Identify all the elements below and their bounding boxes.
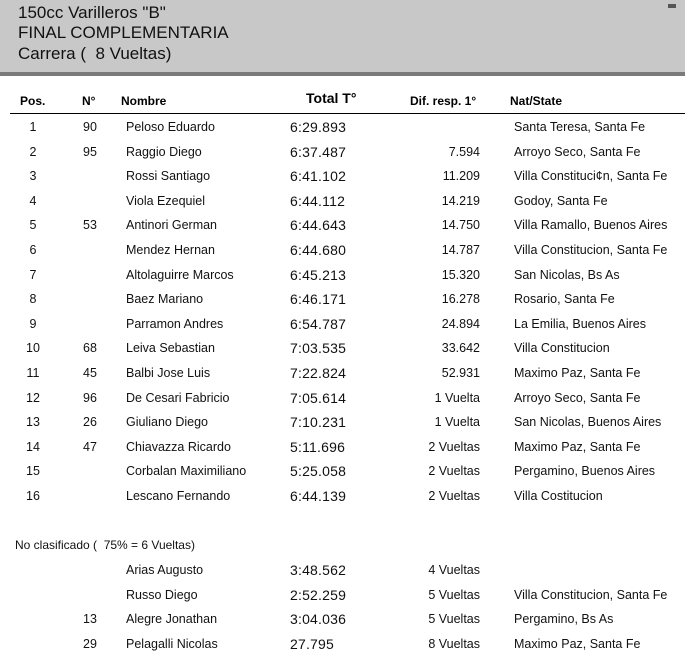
row-location: Santa Teresa, Santa Fe xyxy=(514,120,646,134)
row-gap: 7.594 xyxy=(448,144,480,159)
row-car-number: 13 xyxy=(83,612,97,627)
row-total-time: 27.795 xyxy=(290,635,335,652)
table-row xyxy=(0,391,685,411)
row-car-number: 90 xyxy=(83,120,97,134)
header-rule xyxy=(0,72,685,76)
row-total-time: 6:41.102 xyxy=(290,168,347,185)
row-gap: 14.750 xyxy=(441,218,480,233)
row-total-time: 6:44.643 xyxy=(290,217,347,234)
row-driver-name: De Cesari Fabricio xyxy=(126,390,230,405)
row-total-time: 6:45.213 xyxy=(290,266,347,283)
table-row xyxy=(0,120,685,140)
row-driver-name: Lescano Fernando xyxy=(126,489,231,503)
row-location: San Nicolas, Bs As xyxy=(514,267,620,282)
row-car-number: 26 xyxy=(83,415,97,430)
row-driver-name: Alegre Jonathan xyxy=(126,612,218,627)
col-num-header: N° xyxy=(82,94,96,108)
row-gap: 2 Vueltas xyxy=(428,439,480,454)
row-total-time: 7:22.824 xyxy=(290,365,347,381)
table-row xyxy=(0,366,685,386)
row-position: 11 xyxy=(26,366,40,380)
session-title: FINAL COMPLEMENTARIA xyxy=(18,23,229,42)
row-position: 7 xyxy=(29,267,37,282)
row-location: Villa Ramallo, Buenos Aires xyxy=(514,218,668,233)
row-total-time: 6:44.139 xyxy=(290,488,347,504)
row-driver-name: Leiva Sebastian xyxy=(126,341,215,356)
row-position: 8 xyxy=(29,292,37,307)
row-gap: 14.787 xyxy=(441,243,480,257)
row-driver-name: Giuliano Diego xyxy=(126,415,208,430)
row-location: Maximo Paz, Santa Fe xyxy=(514,636,641,651)
row-driver-name: Peloso Eduardo xyxy=(126,120,215,134)
row-location: Maximo Paz, Santa Fe xyxy=(514,366,641,380)
col-diff-header: Dif. resp. 1° xyxy=(410,94,477,108)
row-total-time: 6:46.171 xyxy=(290,291,347,308)
row-position: 16 xyxy=(26,489,40,503)
table-row xyxy=(0,612,685,632)
row-total-time: 7:10.231 xyxy=(290,414,347,431)
col-pos-header: Pos. xyxy=(20,94,46,108)
table-row xyxy=(0,194,685,214)
row-gap: 2 Vueltas xyxy=(428,464,480,479)
table-row xyxy=(0,588,685,608)
row-position: 2 xyxy=(29,144,37,159)
event-title: 150cc Varilleros "B" xyxy=(18,3,166,22)
table-row xyxy=(0,637,685,657)
row-position: 12 xyxy=(26,390,40,405)
row-gap: 33.642 xyxy=(441,341,480,356)
row-total-time: 5:25.058 xyxy=(290,463,347,480)
row-driver-name: Russo Diego xyxy=(126,587,198,602)
row-total-time: 6:54.787 xyxy=(290,315,347,332)
row-position: 3 xyxy=(29,169,37,184)
header-divider xyxy=(10,113,685,114)
table-row xyxy=(0,268,685,288)
row-gap: 2 Vueltas xyxy=(428,489,480,503)
corner-mark xyxy=(668,4,676,8)
table-row xyxy=(0,317,685,337)
row-position: 5 xyxy=(29,218,37,233)
row-location: Godoy, Santa Fe xyxy=(514,193,608,208)
row-total-time: 7:03.535 xyxy=(290,340,347,357)
row-location: Villa Costitucion xyxy=(514,489,603,503)
table-row xyxy=(0,563,685,583)
row-driver-name: Chiavazza Ricardo xyxy=(126,439,231,454)
row-car-number: 53 xyxy=(83,218,97,233)
row-gap: 15.320 xyxy=(441,267,480,282)
table-row xyxy=(0,489,685,509)
row-driver-name: Balbi Jose Luis xyxy=(126,366,211,380)
row-position: 1 xyxy=(29,120,37,134)
row-driver-name: Rossi Santiago xyxy=(126,169,211,184)
row-driver-name: Pelagalli Nicolas xyxy=(126,636,218,651)
table-row xyxy=(0,145,685,165)
race-laps: Carrera ( 8 Vueltas) xyxy=(18,44,172,63)
row-gap: 14.219 xyxy=(441,193,480,208)
row-total-time: 6:37.487 xyxy=(290,143,347,160)
row-position: 4 xyxy=(29,193,37,208)
row-position: 10 xyxy=(26,341,40,356)
header-band xyxy=(0,0,685,76)
row-gap: 1 Vuelta xyxy=(434,390,480,405)
table-row xyxy=(0,440,685,460)
row-position: 14 xyxy=(26,439,40,454)
not-classified-label: No clasificado ( 75% = 6 Vueltas) xyxy=(15,538,195,552)
row-driver-name: Mendez Hernan xyxy=(126,243,215,257)
table-row xyxy=(0,243,685,263)
row-driver-name: Corbalan Maximiliano xyxy=(126,464,247,479)
row-gap: 5 Vueltas xyxy=(428,587,480,602)
row-location: Rosario, Santa Fe xyxy=(514,292,615,307)
row-total-time: 3:48.562 xyxy=(290,562,347,578)
row-total-time: 6:44.112 xyxy=(290,192,346,209)
row-driver-name: Raggio Diego xyxy=(126,144,202,159)
row-location: Pergamino, Bs As xyxy=(514,612,614,627)
table-row xyxy=(0,464,685,484)
row-car-number: 95 xyxy=(83,144,97,159)
row-car-number: 68 xyxy=(83,341,97,356)
row-car-number: 45 xyxy=(83,366,97,380)
table-row xyxy=(0,341,685,361)
row-location: San Nicolas, Buenos Aires xyxy=(514,415,662,430)
row-gap: 5 Vueltas xyxy=(428,612,480,627)
row-location: Arroyo Seco, Santa Fe xyxy=(514,144,641,159)
row-gap: 8 Vueltas xyxy=(428,636,480,651)
row-position: 15 xyxy=(26,464,40,479)
table-row xyxy=(0,415,685,435)
row-location: Villa Constitucion, Santa Fe xyxy=(514,587,668,602)
row-gap: 4 Vueltas xyxy=(428,563,480,577)
row-car-number: 47 xyxy=(83,439,97,454)
row-location: Villa Constitucion xyxy=(514,341,610,356)
row-gap: 1 Vuelta xyxy=(434,415,480,430)
col-nat-header: Nat/State xyxy=(510,94,563,108)
row-total-time: 3:04.036 xyxy=(290,611,347,628)
row-position: 9 xyxy=(29,316,37,331)
row-total-time: 7:05.614 xyxy=(290,389,347,406)
row-car-number: 96 xyxy=(83,390,97,405)
row-position: 13 xyxy=(26,415,40,430)
row-position: 6 xyxy=(29,243,37,257)
row-gap: 24.894 xyxy=(441,316,480,331)
col-total-header: Total T° xyxy=(306,90,357,106)
row-gap: 52.931 xyxy=(441,366,480,380)
row-driver-name: Antinori German xyxy=(126,218,218,233)
row-location: Maximo Paz, Santa Fe xyxy=(514,439,641,454)
row-driver-name: Altolaguirre Marcos xyxy=(126,267,234,282)
row-location: Pergamino, Buenos Aires xyxy=(514,464,656,479)
row-driver-name: Viola Ezequiel xyxy=(126,193,205,208)
row-gap: 16.278 xyxy=(441,292,480,307)
row-location: Villa Constitucion, Santa Fe xyxy=(514,243,668,257)
row-total-time: 2:52.259 xyxy=(290,586,347,603)
row-car-number: 29 xyxy=(83,636,97,651)
table-row xyxy=(0,292,685,312)
table-row xyxy=(0,169,685,189)
row-gap: 11.209 xyxy=(442,169,480,184)
row-location: La Emilia, Buenos Aires xyxy=(514,316,647,331)
row-driver-name: Baez Mariano xyxy=(126,292,204,307)
row-driver-name: Arias Augusto xyxy=(126,563,204,577)
col-name-header: Nombre xyxy=(121,94,167,108)
row-total-time: 6:44.680 xyxy=(290,242,347,258)
row-location: Arroyo Seco, Santa Fe xyxy=(514,390,641,405)
row-total-time: 6:29.893 xyxy=(290,119,347,135)
row-location: Villa Constituci¢n, Santa Fe xyxy=(514,169,668,184)
row-total-time: 5:11.696 xyxy=(290,438,346,455)
row-driver-name: Parramon Andres xyxy=(126,316,224,331)
table-row xyxy=(0,218,685,238)
